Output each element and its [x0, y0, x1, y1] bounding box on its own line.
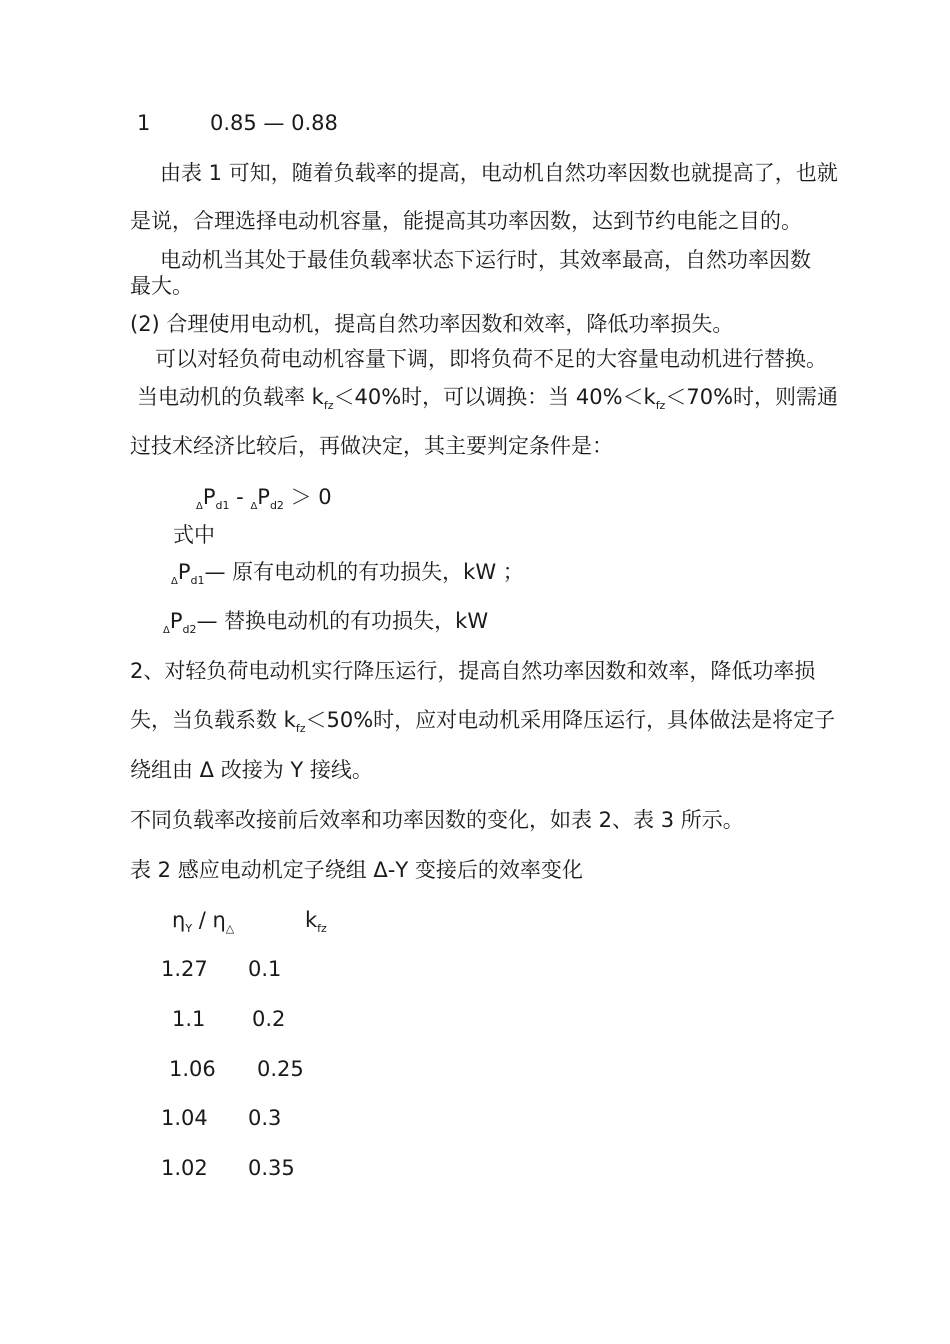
definition-d2: [163, 607, 488, 640]
def-d2-text: — 替换电动机的有功损失，kW: [196, 609, 489, 633]
table-cell-eta: 1.27: [161, 957, 208, 981]
table-cell-k: 0.2: [252, 1007, 286, 1031]
table-cell-k: 0.25: [257, 1057, 304, 1081]
heading-2: (2) 合理使用电动机，提高自然功率因数和效率，降低功率损失。: [130, 312, 734, 336]
delta-prefix: Δ: [196, 501, 203, 512]
para-5-text-a: 当电动机的负载率 k: [137, 385, 324, 409]
section-2-text-b: ＜50%时，应对电动机采用降压运行，具体做法是将定子: [305, 708, 836, 732]
def-p: P: [169, 609, 183, 633]
delta-prefix: Δ: [250, 501, 258, 512]
section-2-line-3: 绕组由 Δ 改接为 Y 接线。: [130, 758, 373, 782]
formula-gt: ＞ 0: [283, 485, 332, 509]
kfz-subscript: fz: [323, 399, 334, 412]
section-2-line-4: 不同负载率改接前后效率和功率因数的变化，如表 2、表 3 所示。: [130, 808, 744, 832]
para-5-line-1: [137, 383, 838, 415]
table-cell-k: 0.35: [248, 1156, 295, 1180]
para-5-line-2: 过技术经济比较后，再做决定，其主要判定条件是：: [130, 434, 613, 458]
def-d1-text: — 原有电动机的有功损失，kW ；: [204, 560, 524, 584]
def-sub-d2: d2: [182, 623, 197, 636]
table-cell-k: 0.1: [248, 957, 282, 981]
section-2-line-2: [130, 706, 835, 738]
kfz-subscript: fz: [295, 722, 306, 735]
definition-d1: [171, 558, 524, 591]
table-cell-eta: 1.04: [161, 1106, 208, 1130]
def-p: P: [177, 560, 191, 584]
formula-p: P: [257, 485, 270, 509]
formula: [196, 483, 332, 516]
table-cell-eta: 1.1: [172, 1007, 206, 1031]
def-sub-d1: d1: [190, 574, 205, 587]
para-1-line-2: 是说，合理选择电动机容量，能提高其功率因数，达到节约电能之目的。: [130, 209, 802, 233]
para-5-text-c: ＜70%时，则需通: [665, 385, 839, 409]
eta-slash: / η: [192, 908, 226, 932]
para-5-text-b: ＜40%时，可以调换：当 40%＜k: [333, 385, 656, 409]
table-header-kfz: [305, 906, 327, 938]
kfz-subscript: fz: [655, 399, 666, 412]
top-row-col1: 1: [137, 111, 151, 135]
para-1-line-1: 由表 1 可知，随着负载率的提高，电动机自然功率因数也就提高了，也就: [160, 161, 838, 185]
table-cell-k: 0.3: [248, 1106, 282, 1130]
section-2-text-a: 失，当负载系数 k: [130, 708, 296, 732]
para-2-line-1: 电动机当其处于最佳负载率状态下运行时，其效率最高，自然功率因数: [160, 248, 811, 272]
para-4: 可以对轻负荷电动机容量下调，即将负荷不足的大容量电动机进行替换。: [155, 347, 827, 371]
eta-sub-delta: △: [225, 922, 235, 935]
table-2-caption: 表 2 感应电动机定子绕组 Δ-Y 变接后的效率变化: [130, 858, 583, 882]
top-row-col2: 0.85 — 0.88: [210, 111, 338, 135]
eta-symbol: η: [172, 908, 186, 932]
formula-minus: -: [229, 485, 251, 509]
formula-sub-d1: d1: [215, 499, 230, 512]
where-label: 式中: [173, 523, 215, 547]
para-2-line-2: 最大。: [130, 274, 193, 298]
table-cell-eta: 1.02: [161, 1156, 208, 1180]
k-symbol: k: [305, 908, 318, 932]
table-header-eta: [172, 906, 234, 938]
delta-prefix: Δ: [163, 625, 170, 636]
k-sub-fz: fz: [317, 922, 327, 935]
formula-p: P: [202, 485, 216, 509]
table-cell-eta: 1.06: [169, 1057, 216, 1081]
section-2-line-1: 2、对轻负荷电动机实行降压运行，提高自然功率因数和效率，降低功率损: [130, 659, 816, 683]
formula-sub-d2: d2: [269, 499, 284, 512]
delta-prefix: Δ: [171, 576, 178, 587]
eta-sub-y: Y: [185, 922, 193, 935]
